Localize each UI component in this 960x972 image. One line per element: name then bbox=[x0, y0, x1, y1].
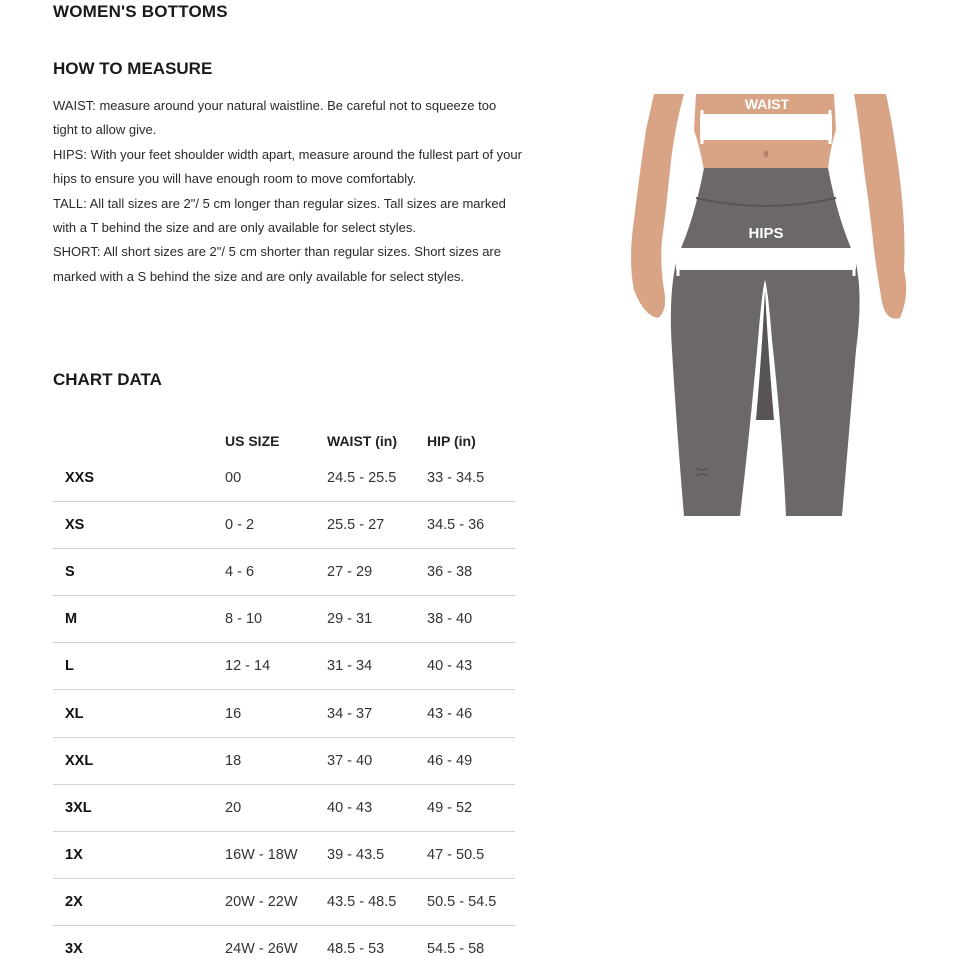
size-cell: 3XL bbox=[53, 784, 225, 831]
short-instruction: SHORT: All short sizes are 2"/ 5 cm shorter than regular sizes. Short sizes are marked with a S behind the size and are only available for select styles. bbox=[53, 244, 501, 284]
table-row bbox=[53, 549, 515, 596]
size-column-header bbox=[53, 426, 225, 455]
hip-cell: 34.5 - 36 bbox=[427, 502, 515, 549]
us-size-cell: 20 bbox=[225, 784, 327, 831]
size-cell: M bbox=[53, 596, 225, 643]
size-cell: S bbox=[53, 549, 225, 596]
waist-cell: 31 - 34 bbox=[327, 643, 427, 690]
waist-cell: 43.5 - 48.5 bbox=[327, 878, 427, 925]
us-size-column-header: US SIZE bbox=[225, 432, 280, 449]
page-title: WOMEN'S BOTTOMS bbox=[53, 2, 228, 21]
table-row bbox=[53, 831, 515, 878]
right-arm-shape bbox=[854, 94, 906, 319]
table-row bbox=[53, 502, 515, 549]
waist-cell: 48.5 - 53 bbox=[327, 925, 427, 972]
size-cell: XS bbox=[53, 502, 225, 549]
waist-cell: 39 - 43.5 bbox=[327, 831, 427, 878]
size-cell: 2X bbox=[53, 878, 225, 925]
us-size-cell: 16W - 18W bbox=[225, 831, 327, 878]
table-row bbox=[53, 690, 515, 737]
size-cell: 1X bbox=[53, 831, 225, 878]
hip-cell: 40 - 43 bbox=[427, 643, 515, 690]
hip-cell: 54.5 - 58 bbox=[427, 925, 515, 972]
table-row bbox=[53, 878, 515, 925]
measure-instructions bbox=[53, 94, 523, 289]
waist-cell: 34 - 37 bbox=[327, 690, 427, 737]
hip-column-header: HIP (in) bbox=[427, 432, 476, 449]
us-size-cell: 00 bbox=[225, 470, 242, 487]
us-size-cell: 12 - 14 bbox=[225, 643, 327, 690]
table-row bbox=[53, 925, 515, 972]
table-row bbox=[53, 737, 515, 784]
hips-measure-band bbox=[676, 248, 856, 270]
waist-cell: 27 - 29 bbox=[327, 549, 427, 596]
waist-cell: 25.5 - 27 bbox=[327, 502, 427, 549]
waist-measure-band bbox=[700, 114, 832, 140]
how-to-measure-heading: HOW TO MEASURE bbox=[53, 59, 213, 78]
size-cell: L bbox=[53, 643, 225, 690]
size-cell: XXS bbox=[65, 470, 95, 487]
waist-label: WAIST bbox=[744, 96, 790, 112]
hips-instruction: HIPS: With your feet shoulder width apart, measure around the fullest part of your hips to ensure you will have enough room to move comfortably. bbox=[53, 146, 522, 187]
us-size-cell: 16 bbox=[225, 690, 327, 737]
hip-cell: 46 - 49 bbox=[427, 737, 515, 784]
us-size-cell: 4 - 6 bbox=[225, 549, 327, 596]
table-row bbox=[53, 596, 515, 643]
hip-cell: 36 - 38 bbox=[427, 549, 515, 596]
waist-cell: 40 - 43 bbox=[327, 784, 427, 831]
table-row bbox=[53, 455, 515, 502]
body-measurement-figure bbox=[624, 90, 914, 520]
us-size-cell: 20W - 22W bbox=[225, 878, 327, 925]
tall-instruction: TALL: All tall sizes are 2"/ 5 cm longer than regular sizes. Tall sizes are marked with a T behind the size and are only available for select styles. bbox=[53, 195, 506, 236]
us-size-cell: 8 - 10 bbox=[225, 596, 327, 643]
us-size-cell: 24W - 26W bbox=[225, 925, 327, 972]
hip-cell: 43 - 46 bbox=[427, 690, 515, 737]
size-chart-table bbox=[53, 426, 515, 972]
hip-cell: 50.5 - 54.5 bbox=[427, 878, 515, 925]
chart-data-heading: CHART DATA bbox=[53, 370, 162, 389]
table-header-row bbox=[53, 426, 515, 455]
waist-cell: 24.5 - 25.5 bbox=[327, 470, 397, 487]
hip-cell: 33 - 34.5 bbox=[427, 470, 485, 487]
hip-cell: 47 - 50.5 bbox=[427, 831, 515, 878]
hip-cell: 38 - 40 bbox=[427, 596, 515, 643]
table-row bbox=[53, 784, 515, 831]
size-cell: XXL bbox=[53, 737, 225, 784]
hips-label: HIPS bbox=[748, 225, 784, 242]
size-cell: XL bbox=[53, 690, 225, 737]
us-size-cell: 0 - 2 bbox=[225, 502, 327, 549]
hip-cell: 49 - 52 bbox=[427, 784, 515, 831]
navel-shape bbox=[764, 151, 769, 158]
table-row bbox=[53, 643, 515, 690]
waist-cell: 37 - 40 bbox=[327, 737, 427, 784]
waist-cell: 29 - 31 bbox=[327, 596, 427, 643]
size-cell: 3X bbox=[53, 925, 225, 972]
us-size-cell: 18 bbox=[225, 737, 327, 784]
waist-column-header: WAIST (in) bbox=[327, 432, 397, 449]
waist-instruction: WAIST: measure around your natural waistline. Be careful not to squeeze too tight to allow give. bbox=[53, 98, 497, 138]
